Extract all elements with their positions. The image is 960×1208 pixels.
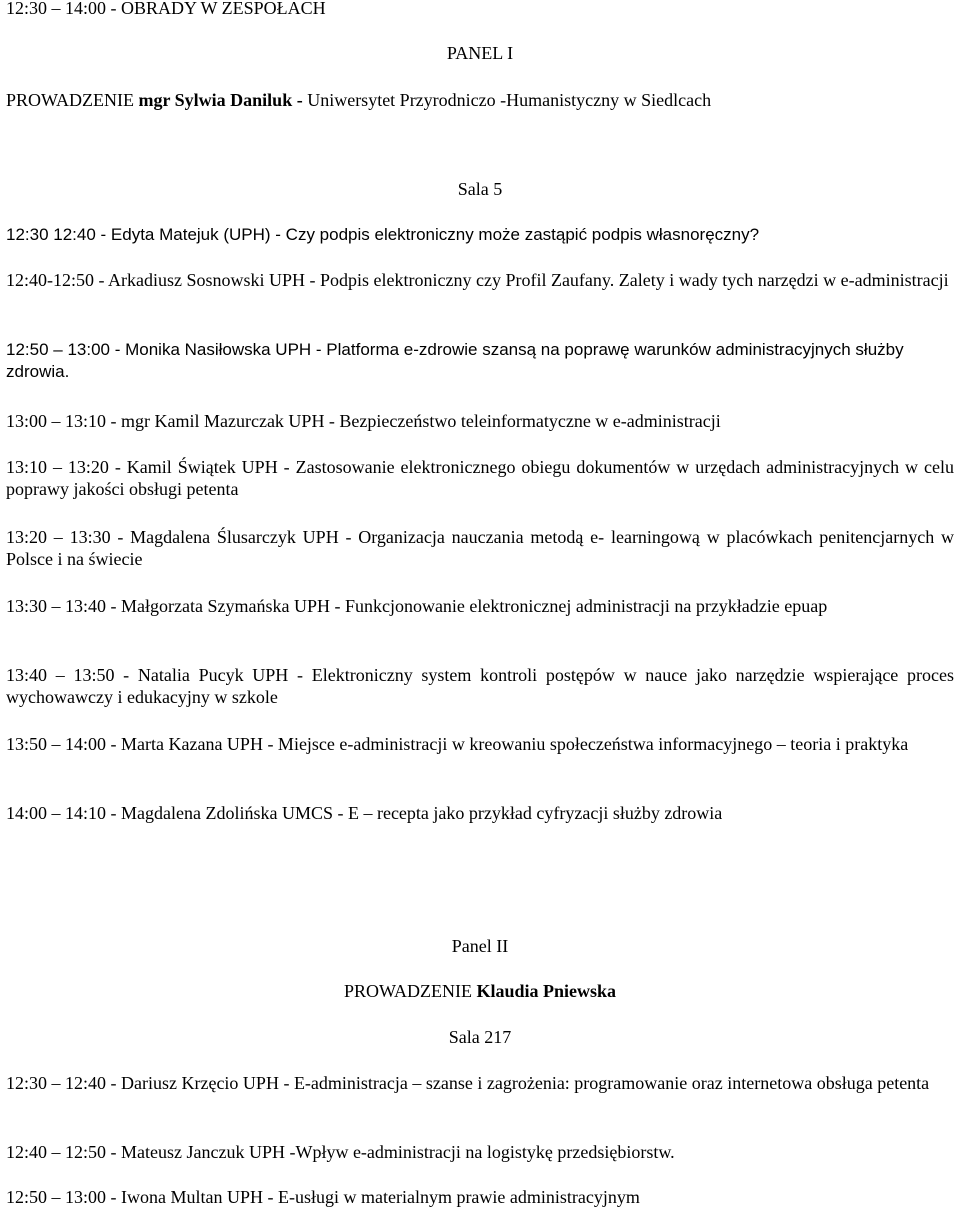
panel-1-item: 13:50 – 14:00 - Marta Kazana UPH - Miejsce e-administracji w kreowaniu społeczeństwa informacyjnego – teoria i praktyka: [6, 734, 909, 754]
session-header: 12:30 – 14:00 - OBRADY W ZESPOŁACH: [6, 0, 326, 18]
panel-1-item: 13:30 – 13:40 - Małgorzata Szymańska UPH - Funkcjonowanie elektronicznej administracji na przykładzie epuap: [6, 596, 828, 616]
panel-1-item: 13:20 – 13:30 - Magdalena Ślusarczyk UPH - Organizacja nauczania metodą e- learningową w placówkach penitencjarnych w Polsce i na świecie: [6, 527, 954, 569]
panel-2-chair-label: PROWADZENIE: [343, 981, 472, 1001]
panel-2-item: 12:40 – 12:50 - Mateusz Janczuk UPH -Wpływ e-administracji na logistykę przedsiębiorstw.: [6, 1142, 675, 1162]
panel-2-title: Panel II: [451, 936, 509, 956]
panel-1-title: PANEL I: [446, 43, 514, 63]
panel-1-item: 12:30 12:40 - Edyta Matejuk (UPH) - Czy podpis elektroniczny może zastąpić podpis własnoręczny?: [6, 225, 760, 244]
panel-2-chair: [0, 980, 960, 1002]
panel-1-chair-name: mgr Sylwia Daniluk -: [138, 90, 303, 110]
panel-2-item: 12:30 – 12:40 - Dariusz Krzęcio UPH - E-administracja – szanse i zagrożenia: programowanie oraz internetowa obsługa petenta: [6, 1073, 930, 1093]
panel-1-chair-affiliation: Uniwersytet Przyrodniczo -Humanistyczny w Siedlcach: [307, 90, 712, 110]
panel-2-chair-name: Klaudia Pniewska: [476, 981, 617, 1001]
panel-1-item: 13:40 – 13:50 - Natalia Pucyk UPH - Elektroniczny system kontroli postępów w nauce jako narzędzie wspierające proces wychowawczy i edukacyjny w szkole: [6, 665, 954, 707]
panel-1-item: 14:00 – 14:10 - Magdalena Zdolińska UMCS - E – recepta jako przykład cyfryzacji służby zdrowia: [6, 803, 723, 823]
panel-2-item: 12:50 – 13:00 - Iwona Multan UPH - E-usługi w materialnym prawie administracyjnym: [6, 1187, 640, 1207]
panel-1-item: 13:10 – 13:20 - Kamil Świątek UPH - Zastosowanie elektronicznego obiegu dokumentów w urzędach administracyjnych w celu poprawy jakości obsługi petenta: [6, 457, 954, 499]
panel-1-item: 13:00 – 13:10 - mgr Kamil Mazurczak UPH - Bezpieczeństwo teleinformatyczne w e-administracji: [6, 411, 721, 431]
panel-1-room: Sala 5: [457, 179, 503, 199]
panel-1-chair: [6, 89, 954, 111]
panel-1-item: 12:50 – 13:00 - Monika Nasiłowska UPH - Platforma e-zdrowie szansą na poprawę warunków administracyjnych służby zdrowia.: [6, 340, 904, 381]
panel-2-room: Sala 217: [448, 1027, 512, 1047]
panel-1-chair-label: PROWADZENIE: [6, 90, 134, 110]
panel-1-item: 12:40-12:50 - Arkadiusz Sosnowski UPH - Podpis elektroniczny czy Profil Zaufany. Zalety i wady tych narzędzi w e-administracji: [6, 270, 949, 290]
